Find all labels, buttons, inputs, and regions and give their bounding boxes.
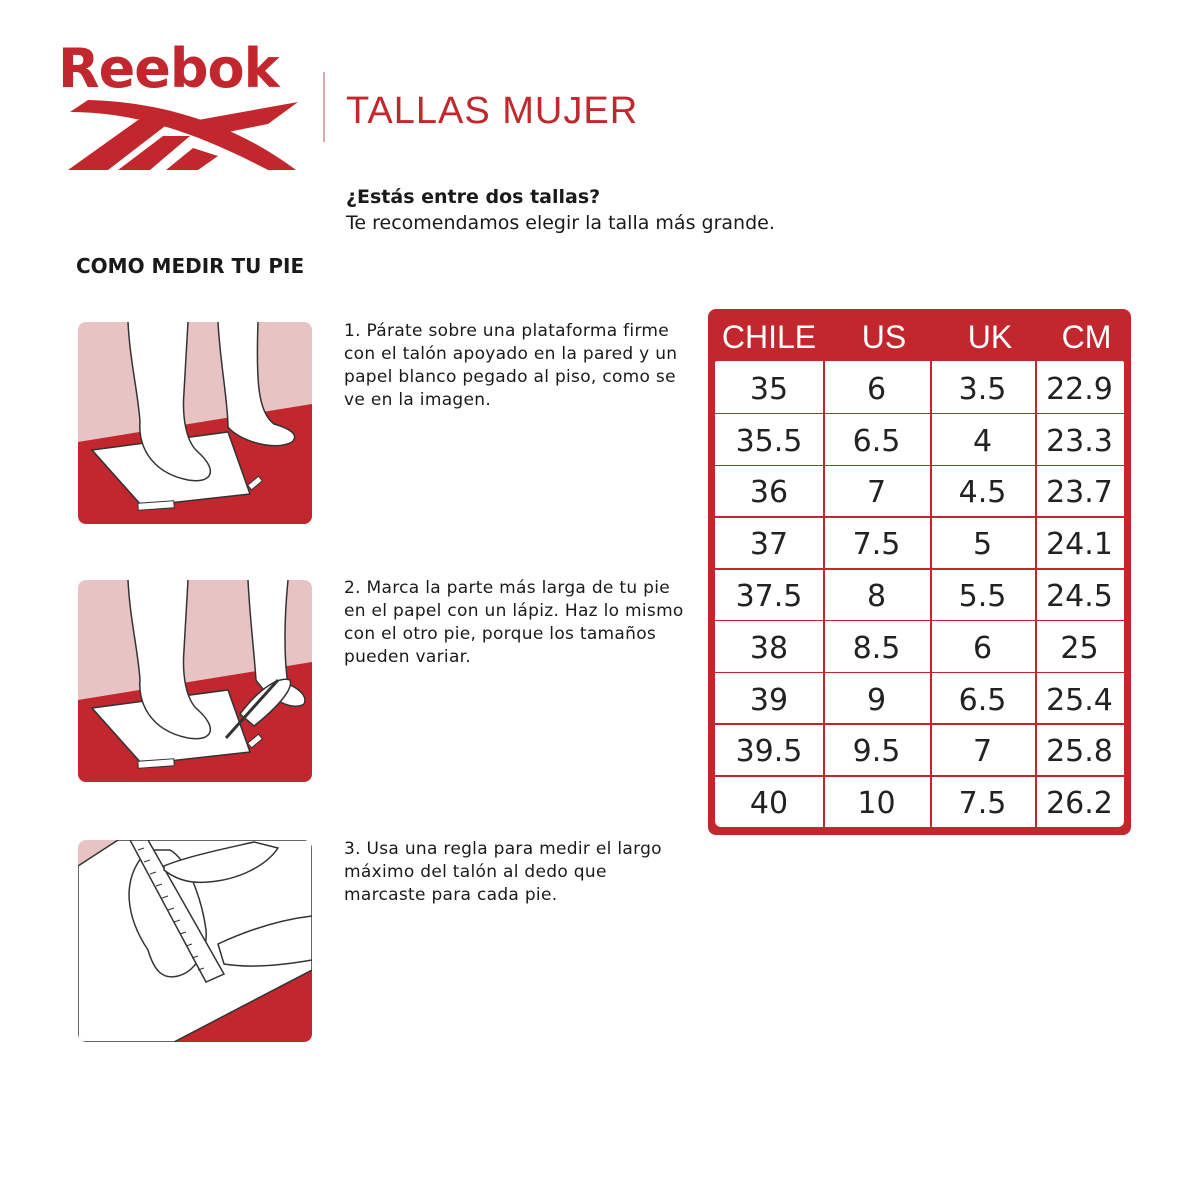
size-cell-uk: 7.5 xyxy=(958,786,1007,822)
size-cell-us: 10 xyxy=(857,786,896,822)
row-divider xyxy=(715,672,1124,674)
size-cell-chile: 40 xyxy=(749,786,789,822)
size-cell-cm: 25.8 xyxy=(1046,734,1113,770)
row-divider xyxy=(715,620,1124,622)
row-divider xyxy=(715,775,1124,777)
row-divider xyxy=(715,413,1124,415)
ruler-measure-icon xyxy=(78,840,312,1042)
size-cell-us: 8.5 xyxy=(852,630,901,666)
size-cell-us: 7 xyxy=(866,475,887,511)
size-cell-cm: 26.2 xyxy=(1046,786,1113,822)
size-cell-cm: 22.9 xyxy=(1046,371,1113,407)
size-cell-us: 9 xyxy=(866,682,887,718)
size-cell-cm: 24.5 xyxy=(1046,579,1113,614)
size-cell-uk: 4 xyxy=(972,423,993,459)
column-header-us: US xyxy=(861,319,907,355)
size-cell-uk: 3.5 xyxy=(958,371,1007,407)
column-header-uk: UK xyxy=(967,319,1013,355)
size-cell-chile: 35.5 xyxy=(735,423,803,459)
step-1-text: 1. Párate sobre una plataforma firme con el talón apoyado en la pared y un papel blanco pegado al piso, como se ve en la imagen. xyxy=(344,321,678,410)
step-2-text: 2. Marca la parte más larga de tu pie en el papel con un lápiz. Haz lo mismo con el otro pie, porque los tamaños pueden variar. xyxy=(344,578,684,667)
size-cell-cm: 25 xyxy=(1060,630,1099,666)
size-cell-uk: 6 xyxy=(972,630,993,666)
size-cell-us: 6.5 xyxy=(852,423,901,459)
size-cell-uk: 6.5 xyxy=(958,682,1007,718)
size-cell-cm: 23.7 xyxy=(1046,475,1113,511)
row-divider xyxy=(715,723,1124,725)
size-tip xyxy=(346,184,775,236)
how-to-measure-heading: COMO MEDIR TU PIE xyxy=(76,254,305,278)
column-header-chile: CHILE xyxy=(721,319,817,355)
size-cell-cm: 24.1 xyxy=(1046,527,1113,563)
tip-advice: Te recomendamos elegir la talla más grande. xyxy=(346,212,775,234)
reebok-vector-logo-icon xyxy=(68,100,298,175)
size-cell-chile: 37.5 xyxy=(735,579,803,614)
size-cell-us: 7.5 xyxy=(852,527,901,563)
brand-logo-wordmark: Reebok xyxy=(58,37,279,100)
size-cell-uk: 5 xyxy=(972,527,993,563)
row-divider xyxy=(715,465,1124,467)
size-cell-uk: 5.5 xyxy=(958,579,1007,614)
row-divider xyxy=(715,516,1124,518)
size-cell-us: 6 xyxy=(866,371,887,407)
size-table xyxy=(708,309,1131,835)
marking-foot-icon xyxy=(78,580,312,782)
size-cell-chile: 35 xyxy=(749,371,789,407)
size-cell-chile: 37 xyxy=(749,527,789,563)
size-cell-us: 9.5 xyxy=(852,734,901,770)
size-cell-cm: 23.3 xyxy=(1046,423,1113,459)
size-table-body xyxy=(715,361,1124,827)
size-cell-us: 8 xyxy=(866,579,887,614)
row-divider xyxy=(715,568,1124,570)
size-cell-chile: 36 xyxy=(749,475,789,511)
size-cell-chile: 38 xyxy=(749,630,789,666)
size-cell-chile: 39 xyxy=(749,682,789,718)
header-divider xyxy=(323,72,325,142)
step-3-text: 3. Usa una regla para medir el largo máximo del talón al dedo que marcaste para cada pie. xyxy=(344,839,662,905)
size-cell-chile: 39.5 xyxy=(735,734,803,770)
size-cell-uk: 4.5 xyxy=(958,475,1007,511)
size-table-header xyxy=(708,309,1131,361)
size-cell-uk: 7 xyxy=(972,734,993,770)
size-cell-cm: 25.4 xyxy=(1046,682,1113,718)
tip-question: ¿Estás entre dos tallas? xyxy=(346,186,601,208)
page-title: TALLAS MUJER xyxy=(346,90,639,132)
foot-on-paper-icon xyxy=(78,322,312,524)
column-header-cm: CM xyxy=(1061,319,1112,355)
